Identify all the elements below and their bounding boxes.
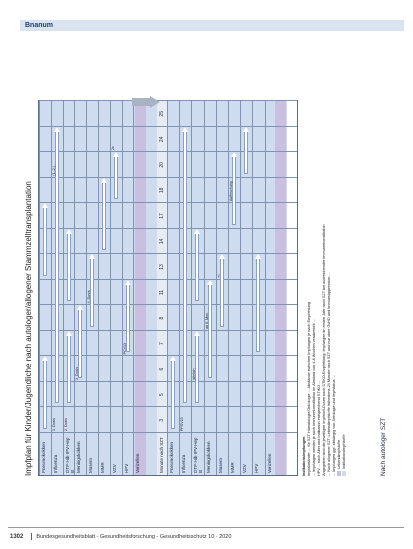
legend-line: Impfabstände: ... für SZT Hämatologie/Onkologie ... Abstände zwischen Impfungen je nach Empfehlung <box>307 302 311 476</box>
schedule-span-arrow-icon <box>43 207 47 276</box>
allogeneic-row-label: Influenza <box>181 454 187 473</box>
schedule-span-arrow-icon <box>67 233 71 302</box>
schedule-grid <box>38 100 298 476</box>
grid-column-line <box>39 177 297 178</box>
grid-row-line <box>122 101 123 475</box>
legend-line: ... Nach allogener SZT: Lebendimpfstoffe frühestens 24 Monate nach SZT und nur ohne GvHD und Immunsuppression ... <box>327 272 331 476</box>
page-number: 1302 <box>10 533 24 540</box>
dose-note: PCV13 <box>122 343 127 355</box>
live-vaccine-row-bottom <box>275 101 286 475</box>
month-column-head: 11 <box>159 289 165 296</box>
dose-note: (1.-2.) <box>51 166 56 176</box>
grid-column-line <box>39 126 297 127</box>
grid-row-line <box>240 101 241 475</box>
allogeneic-row-label: Pneumokokken <box>169 441 174 473</box>
month-column-head: 5 <box>159 393 165 397</box>
schedule-span-arrow-icon <box>114 156 118 199</box>
autologous-row-label: VZV <box>111 464 117 473</box>
grid-row-line <box>228 101 229 475</box>
live-vaccine-row-top <box>135 101 146 475</box>
month-column-head: 13 <box>159 264 165 270</box>
allogeneic-row-label: VZV <box>242 464 248 473</box>
section-title: Bnanum <box>25 22 53 29</box>
grid-row-line <box>216 101 217 475</box>
autologous-row-label: Masern <box>88 457 94 473</box>
schedule-span-arrow-icon <box>244 131 248 174</box>
legend-swatch-blue <box>342 471 346 476</box>
legend-line: Indikationsimpfungen <box>302 436 306 476</box>
month-column-head: 20 <box>159 162 165 168</box>
dose-note: ab 6. Mon. <box>204 311 209 329</box>
grid-row-line <box>86 101 87 475</box>
autologous-row-label: HPV <box>123 463 129 473</box>
month-column-head: 14 <box>159 238 165 245</box>
grid-row-line <box>98 101 99 475</box>
legend-line: ... Impfungen ggf. abhängig von Serologie und Impfstatus ... <box>332 375 336 476</box>
autologous-row-label: MMR <box>100 462 105 473</box>
schedule-span-arrow-icon <box>256 258 260 352</box>
autologous-row-label: DTP-Hib-IPV-Hep B <box>64 437 75 473</box>
side-label-autologous: Nach autologer SZT <box>380 417 387 476</box>
month-column-head: 7 <box>159 342 165 346</box>
grid-column-line <box>39 151 297 152</box>
grid-column-line <box>39 432 297 433</box>
page-footer <box>10 533 231 540</box>
footer-separator <box>31 533 32 540</box>
month-column-head: 6 <box>159 367 165 371</box>
allogeneic-row-label: DTP-Hib-IPV-Hep B <box>193 437 204 473</box>
legend-entry-label: Lebendimpfstoffe <box>337 439 341 469</box>
grid-column-line <box>39 228 297 229</box>
schedule-span-arrow-icon <box>171 360 175 429</box>
month-column-head: 8 <box>159 316 165 320</box>
dose-note: 2. Dosis <box>63 418 68 431</box>
dose-note: +/- <box>216 273 221 278</box>
rotated-table-wrapper <box>22 95 392 480</box>
section-header-bar <box>20 20 404 31</box>
allogeneic-row-label: Varizellen <box>266 453 272 473</box>
schedule-span-arrow-icon <box>67 335 71 404</box>
legend-line: HPV ... nach Alter und Indikation entsprechend STIKO ... <box>317 380 321 476</box>
grid-row-line <box>204 101 205 475</box>
schedule-span-arrow-icon <box>195 233 199 302</box>
dose-note: jährlich <box>192 368 197 380</box>
grid-row-line <box>74 101 75 475</box>
legend-line: ... Impfungen werden je nach Immunrekonstitution im Abstand von 4-8 Wochen verabreicht ... <box>312 319 316 476</box>
grid-row-line <box>167 101 168 475</box>
grid-column-line <box>39 202 297 203</box>
allogeneic-row-label: MMR <box>230 462 235 473</box>
grid-row-line <box>191 101 192 475</box>
autologous-row-label: Meningokokken <box>76 441 82 473</box>
month-column-head: 3 <box>159 418 165 422</box>
months-label: Monate nach SZT <box>159 437 164 473</box>
legend-entry-indication <box>342 100 347 476</box>
dose-note: Auffrischung <box>229 181 233 202</box>
schedule-span-arrow-icon <box>183 131 187 404</box>
month-column-head: 25 <box>159 111 165 117</box>
month-column-head: 18 <box>159 187 165 194</box>
dose-note: 2x <box>110 146 115 151</box>
grid-column-line <box>39 100 297 101</box>
grid-row-line <box>39 101 40 475</box>
schedule-span-arrow-icon <box>220 258 224 327</box>
grid-column-line <box>39 406 297 407</box>
dose-note: 3. Dosis <box>75 366 80 380</box>
legend <box>302 100 347 476</box>
legend-entry-label: Indikationsimpfstoffe <box>342 434 346 469</box>
dose-note: 1. Dosis <box>51 418 56 431</box>
grid-column-line <box>39 381 297 382</box>
grid-row-line <box>110 101 111 475</box>
allogeneic-row-label: Meningokokken <box>205 441 211 473</box>
allogeneic-row-label: Masern <box>217 457 223 473</box>
autologous-row-label: Varizellen <box>135 453 141 473</box>
dose-note: 4. Dosis <box>87 290 92 304</box>
schedule-span-arrow-icon <box>43 360 47 429</box>
schedule-span-arrow-icon <box>102 182 106 251</box>
schedule-span-arrow-icon <box>208 284 212 378</box>
rotated-table <box>22 95 392 480</box>
journal-name: Bundesgesundheitsblatt - Gesundheitsforschung - Gesundheitsschutz 10 · 2020 <box>36 533 232 540</box>
grid-row-line <box>252 101 253 475</box>
autologous-row-label: Pneumokokken <box>41 441 46 473</box>
allogeneic-row-label: HPV <box>254 463 260 473</box>
legend-swatch-purple <box>337 471 341 476</box>
table-title: Impfplan für Kinder/Jugendliche nach autologer/allogener Stammzelltransplantation <box>24 181 33 476</box>
footer-rule <box>8 527 404 528</box>
autologous-row-label: Influenza <box>52 454 58 473</box>
grid-row-line <box>265 101 266 475</box>
month-column-head: 24 <box>159 136 165 143</box>
dose-note: PPSV23 <box>180 417 185 431</box>
legend-line: Angegeben sind die jeweiligen Impfstoff-Dosen nach STIKO-Empfehlung; Impfungen im ersten Jahr nach SZT bei ausreichender Immunrekonstitution <box>322 224 326 476</box>
grid-row-line <box>133 101 134 475</box>
transition-arrow-icon <box>132 96 160 108</box>
month-column-head: 17 <box>159 213 165 219</box>
